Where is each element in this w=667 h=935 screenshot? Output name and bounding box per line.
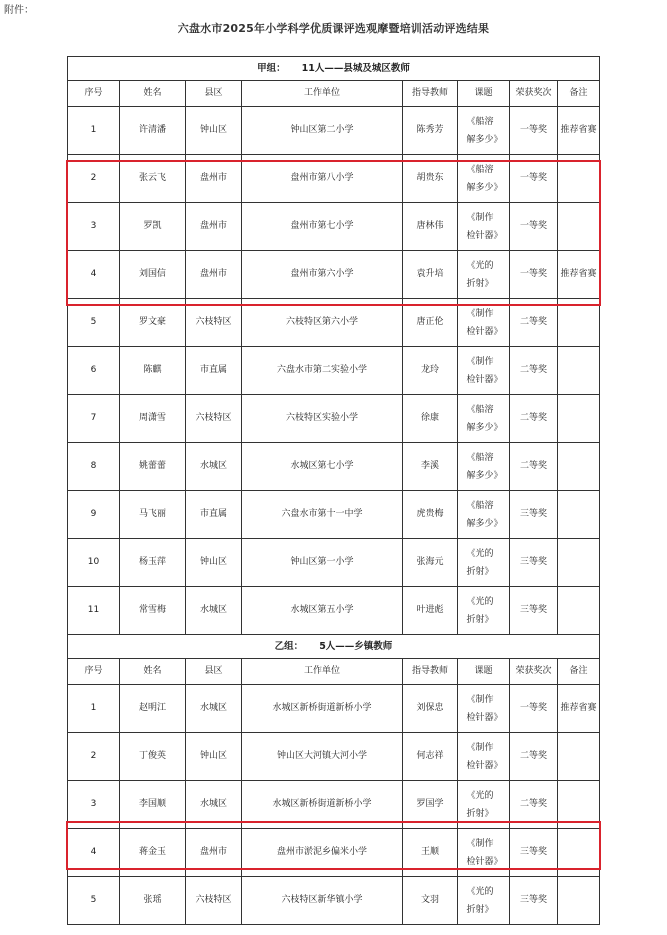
cell-mentor: 虎贵梅: [403, 491, 458, 539]
cell-mentor: 龙玲: [403, 347, 458, 395]
cell-seq: 11: [68, 587, 120, 635]
cell-award: 三等奖: [510, 587, 558, 635]
column-header-remark: 备注: [558, 81, 600, 107]
topic-text: 《制作检针器》: [466, 308, 503, 337]
cell-workplace: 钟山区第二小学: [242, 107, 403, 155]
cell-name: 周潇雪: [120, 395, 186, 443]
cell-district: 钟山区: [186, 733, 242, 781]
cell-remark: 推荐省赛: [558, 251, 600, 299]
cell-award: 三等奖: [510, 539, 558, 587]
cell-mentor: 刘保忠: [403, 685, 458, 733]
cell-topic: [458, 491, 510, 539]
cell-name: 罗凯: [120, 203, 186, 251]
cell-workplace: 盘州市淤泥乡偏米小学: [242, 829, 403, 877]
cell-topic: [458, 587, 510, 635]
table-row: [68, 539, 600, 587]
cell-topic: [458, 829, 510, 877]
cell-seq: 3: [68, 781, 120, 829]
cell-mentor: 王顺: [403, 829, 458, 877]
cell-award: 二等奖: [510, 395, 558, 443]
cell-remark: [558, 539, 600, 587]
group-label: 乙组：: [274, 641, 304, 652]
column-header-award: 荣获奖次: [510, 81, 558, 107]
topic-text: 《船溶解多少》: [466, 452, 503, 481]
cell-remark: 推荐省赛: [558, 107, 600, 155]
cell-district: 市直属: [186, 491, 242, 539]
topic-text: 《船溶解多少》: [466, 404, 503, 433]
cell-seq: 5: [68, 299, 120, 347]
table-row: [68, 155, 600, 203]
cell-topic: [458, 685, 510, 733]
cell-remark: [558, 877, 600, 925]
column-header-mentor: 指导教师: [403, 659, 458, 685]
cell-remark: 推荐省赛: [558, 685, 600, 733]
cell-district: 六枝特区: [186, 299, 242, 347]
cell-seq: 2: [68, 733, 120, 781]
cell-name: 张瑶: [120, 877, 186, 925]
cell-award: 二等奖: [510, 781, 558, 829]
cell-remark: [558, 203, 600, 251]
column-header-row: [68, 659, 600, 685]
cell-name: 张云飞: [120, 155, 186, 203]
table-row: [68, 829, 600, 877]
cell-seq: 7: [68, 395, 120, 443]
cell-mentor: 何志祥: [403, 733, 458, 781]
column-header-award: 荣获奖次: [510, 659, 558, 685]
cell-award: 一等奖: [510, 203, 558, 251]
cell-topic: [458, 539, 510, 587]
table-row: [68, 203, 600, 251]
cell-district: 盘州市: [186, 155, 242, 203]
column-header-topic: 课题: [458, 81, 510, 107]
cell-award: 三等奖: [510, 877, 558, 925]
column-header-name: 姓名: [120, 81, 186, 107]
cell-award: 一等奖: [510, 107, 558, 155]
cell-seq: 1: [68, 107, 120, 155]
cell-remark: [558, 155, 600, 203]
cell-topic: [458, 299, 510, 347]
table-row: [68, 395, 600, 443]
cell-seq: 4: [68, 829, 120, 877]
cell-award: 一等奖: [510, 251, 558, 299]
cell-workplace: 六枝特区实验小学: [242, 395, 403, 443]
topic-text: 《光的折射》: [466, 596, 494, 625]
cell-award: 一等奖: [510, 155, 558, 203]
cell-seq: 8: [68, 443, 120, 491]
table-row: [68, 347, 600, 395]
cell-mentor: 文羽: [403, 877, 458, 925]
cell-district: 市直属: [186, 347, 242, 395]
cell-award: 二等奖: [510, 299, 558, 347]
cell-district: 钟山区: [186, 107, 242, 155]
topic-text: 《制作检针器》: [466, 838, 503, 867]
cell-mentor: 李溪: [403, 443, 458, 491]
cell-remark: [558, 829, 600, 877]
cell-name: 杨玉萍: [120, 539, 186, 587]
cell-workplace: 水城区新桥街道新桥小学: [242, 685, 403, 733]
cell-name: 罗文豪: [120, 299, 186, 347]
cell-mentor: 罗国学: [403, 781, 458, 829]
column-header-seq: 序号: [68, 659, 120, 685]
results-table: [67, 56, 600, 925]
group-summary: 11人——县城及城区教师: [301, 63, 410, 74]
cell-remark: [558, 347, 600, 395]
topic-text: 《光的折射》: [466, 260, 494, 289]
column-header-remark: 备注: [558, 659, 600, 685]
cell-remark: [558, 733, 600, 781]
cell-seq: 3: [68, 203, 120, 251]
cell-name: 丁俊英: [120, 733, 186, 781]
cell-name: 赵明江: [120, 685, 186, 733]
cell-topic: [458, 203, 510, 251]
cell-seq: 6: [68, 347, 120, 395]
cell-seq: 1: [68, 685, 120, 733]
cell-workplace: 水城区新桥街道新桥小学: [242, 781, 403, 829]
attachment-label: 附件：: [4, 5, 34, 16]
cell-district: 盘州市: [186, 251, 242, 299]
cell-seq: 2: [68, 155, 120, 203]
column-header-topic: 课题: [458, 659, 510, 685]
cell-mentor: 徐康: [403, 395, 458, 443]
cell-district: 六枝特区: [186, 877, 242, 925]
topic-text: 《船溶解多少》: [466, 500, 503, 529]
group-header: [68, 635, 600, 659]
cell-workplace: 六枝特区第六小学: [242, 299, 403, 347]
table-row: [68, 587, 600, 635]
cell-topic: [458, 877, 510, 925]
table-row: [68, 685, 600, 733]
cell-workplace: 盘州市第七小学: [242, 203, 403, 251]
cell-award: 二等奖: [510, 443, 558, 491]
cell-seq: 4: [68, 251, 120, 299]
cell-district: 水城区: [186, 587, 242, 635]
cell-seq: 9: [68, 491, 120, 539]
topic-text: 《制作检针器》: [466, 694, 503, 723]
table-row: [68, 107, 600, 155]
table-row: [68, 491, 600, 539]
document-title: 六盘水市2025年小学科学优质课评选观摩暨培训活动评选结果: [177, 22, 490, 35]
topic-text: 《光的折射》: [466, 886, 494, 915]
cell-district: 水城区: [186, 443, 242, 491]
cell-remark: [558, 587, 600, 635]
cell-mentor: 唐林伟: [403, 203, 458, 251]
table-row: [68, 733, 600, 781]
cell-workplace: 盘州市第六小学: [242, 251, 403, 299]
group-header-row: [68, 57, 600, 81]
cell-district: 钟山区: [186, 539, 242, 587]
table-row: [68, 251, 600, 299]
cell-remark: [558, 491, 600, 539]
cell-name: 刘国信: [120, 251, 186, 299]
cell-award: 三等奖: [510, 829, 558, 877]
cell-topic: [458, 155, 510, 203]
cell-workplace: 水城区第七小学: [242, 443, 403, 491]
topic-text: 《船溶解多少》: [466, 164, 503, 193]
cell-award: 二等奖: [510, 347, 558, 395]
cell-mentor: 陈秀芳: [403, 107, 458, 155]
column-header-district: 县区: [186, 659, 242, 685]
column-header-workplace: 工作单位: [242, 81, 403, 107]
cell-mentor: 张海元: [403, 539, 458, 587]
column-header-seq: 序号: [68, 81, 120, 107]
table-row: [68, 299, 600, 347]
cell-district: 盘州市: [186, 203, 242, 251]
cell-mentor: 叶进彪: [403, 587, 458, 635]
cell-remark: [558, 395, 600, 443]
cell-topic: [458, 251, 510, 299]
cell-district: 六枝特区: [186, 395, 242, 443]
cell-award: 一等奖: [510, 685, 558, 733]
group-summary: 5人——乡镇教师: [319, 641, 393, 652]
cell-award: 二等奖: [510, 733, 558, 781]
cell-topic: [458, 395, 510, 443]
cell-name: 马飞丽: [120, 491, 186, 539]
cell-topic: [458, 107, 510, 155]
cell-workplace: 六盘水市第十一中学: [242, 491, 403, 539]
column-header-workplace: 工作单位: [242, 659, 403, 685]
cell-workplace: 钟山区大河镇大河小学: [242, 733, 403, 781]
cell-name: 许清潘: [120, 107, 186, 155]
column-header-district: 县区: [186, 81, 242, 107]
topic-text: 《光的折射》: [466, 548, 494, 577]
topic-text: 《制作检针器》: [466, 356, 503, 385]
cell-district: 盘州市: [186, 829, 242, 877]
cell-topic: [458, 733, 510, 781]
column-header-row: [68, 81, 600, 107]
cell-name: 姚蕾蕾: [120, 443, 186, 491]
column-header-name: 姓名: [120, 659, 186, 685]
table-row: [68, 443, 600, 491]
cell-name: 李国顺: [120, 781, 186, 829]
cell-workplace: 六盘水市第二实验小学: [242, 347, 403, 395]
cell-name: 陈麒: [120, 347, 186, 395]
cell-mentor: 胡贵东: [403, 155, 458, 203]
cell-remark: [558, 299, 600, 347]
cell-topic: [458, 443, 510, 491]
cell-seq: 10: [68, 539, 120, 587]
column-header-mentor: 指导教师: [403, 81, 458, 107]
cell-workplace: 钟山区第一小学: [242, 539, 403, 587]
cell-remark: [558, 443, 600, 491]
cell-topic: [458, 781, 510, 829]
group-label: 甲组：: [257, 63, 286, 74]
cell-remark: [558, 781, 600, 829]
cell-award: 三等奖: [510, 491, 558, 539]
cell-mentor: 唐正伦: [403, 299, 458, 347]
topic-text: 《光的折射》: [466, 790, 494, 819]
topic-text: 《制作检针器》: [466, 742, 503, 771]
cell-workplace: 水城区第五小学: [242, 587, 403, 635]
cell-district: 水城区: [186, 781, 242, 829]
group-header-row: [68, 635, 600, 659]
group-header: [68, 57, 600, 81]
topic-text: 《制作检针器》: [466, 212, 503, 241]
table-row: [68, 877, 600, 925]
cell-name: 蒋金玉: [120, 829, 186, 877]
topic-text: 《船溶解多少》: [466, 116, 503, 145]
cell-seq: 5: [68, 877, 120, 925]
cell-topic: [458, 347, 510, 395]
table-row: [68, 781, 600, 829]
cell-name: 常雪梅: [120, 587, 186, 635]
cell-workplace: 六枝特区新华镇小学: [242, 877, 403, 925]
cell-mentor: 袁升培: [403, 251, 458, 299]
cell-district: 水城区: [186, 685, 242, 733]
cell-workplace: 盘州市第八小学: [242, 155, 403, 203]
